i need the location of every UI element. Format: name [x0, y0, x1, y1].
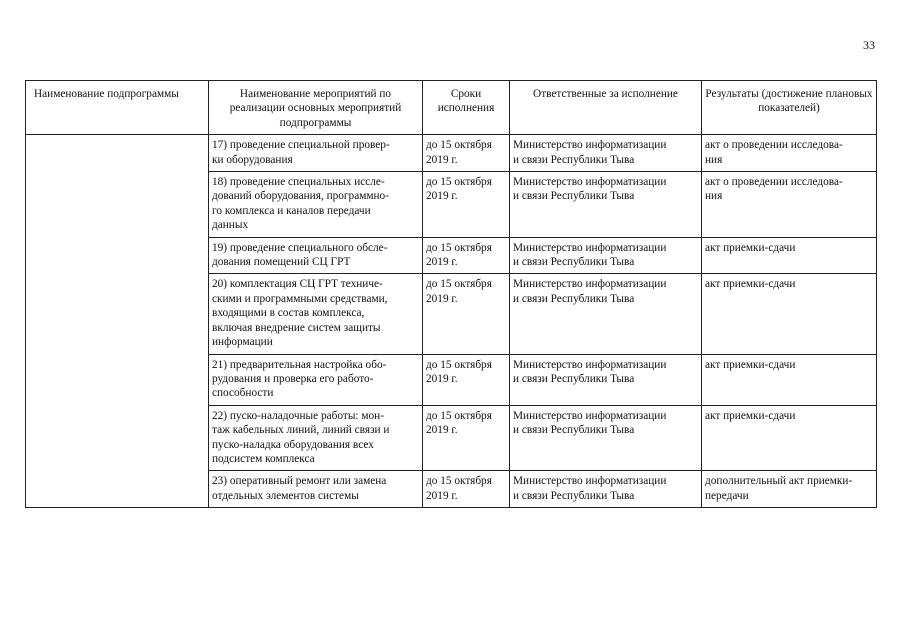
- header-results: Результаты (достижение плановых показателей): [702, 81, 877, 135]
- measures-table: [25, 80, 877, 508]
- responsible-cell: Министерство информатизации и связи Республики Тыва: [510, 172, 702, 238]
- table-row: [26, 135, 877, 172]
- result-cell: акт приемки-сдачи: [702, 274, 877, 354]
- responsible-cell: Министерство информатизации и связи Республики Тыва: [510, 237, 702, 274]
- result-cell: акт приемки-сдачи: [702, 354, 877, 405]
- measure-cell: 20) комплектация СЦ ГРТ техниче- скими и программными средствами, входящими в состав комплекса, включая внедрение систем защиты информации: [209, 274, 423, 354]
- measure-cell: 18) проведение специальных иссле- дований оборудования, программно- го комплекса и каналов передачи данных: [209, 172, 423, 238]
- responsible-cell: Министерство информатизации и связи Республики Тыва: [510, 405, 702, 471]
- responsible-cell: Министерство информатизации и связи Республики Тыва: [510, 354, 702, 405]
- header-subprogram: Наименование подпрограммы: [26, 81, 209, 135]
- deadline-cell: до 15 октября 2019 г.: [423, 135, 510, 172]
- deadline-cell: до 15 октября 2019 г.: [423, 172, 510, 238]
- measure-cell: 23) оперативный ремонт или замена отдельных элементов системы: [209, 471, 423, 508]
- measure-cell: 17) проведение специальной провер- ки оборудования: [209, 135, 423, 172]
- deadline-cell: до 15 октября 2019 г.: [423, 237, 510, 274]
- table-header-row: [26, 81, 877, 135]
- deadline-cell: до 15 октября 2019 г.: [423, 471, 510, 508]
- deadline-cell: до 15 октября 2019 г.: [423, 354, 510, 405]
- result-cell: акт приемки-сдачи: [702, 237, 877, 274]
- deadline-cell: до 15 октября 2019 г.: [423, 405, 510, 471]
- result-cell: дополнительный акт приемки- передачи: [702, 471, 877, 508]
- measure-cell: 21) предварительная настройка обо- рудования и проверка его работо- способности: [209, 354, 423, 405]
- responsible-cell: Министерство информатизации и связи Республики Тыва: [510, 471, 702, 508]
- measure-cell: 19) проведение специального обсле- дования помещений СЦ ГРТ: [209, 237, 423, 274]
- header-deadlines: Сроки исполнения: [423, 81, 510, 135]
- subprogram-cell: [26, 135, 209, 508]
- page-number: 33: [863, 38, 875, 52]
- result-cell: акт приемки-сдачи: [702, 405, 877, 471]
- result-cell: акт о проведении исследова- ния: [702, 172, 877, 238]
- header-measures: Наименование мероприятий по реализации основных мероприятий подпрограммы: [209, 81, 423, 135]
- result-cell: акт о проведении исследова- ния: [702, 135, 877, 172]
- responsible-cell: Министерство информатизации и связи Республики Тыва: [510, 274, 702, 354]
- responsible-cell: Министерство информатизации и связи Республики Тыва: [510, 135, 702, 172]
- measure-cell: 22) пуско-наладочные работы: мон- таж кабельных линий, линий связи и пуско-наладка оборудования всех подсистем комплекса: [209, 405, 423, 471]
- header-responsible: Ответственные за исполнение: [510, 81, 702, 135]
- deadline-cell: до 15 октября 2019 г.: [423, 274, 510, 354]
